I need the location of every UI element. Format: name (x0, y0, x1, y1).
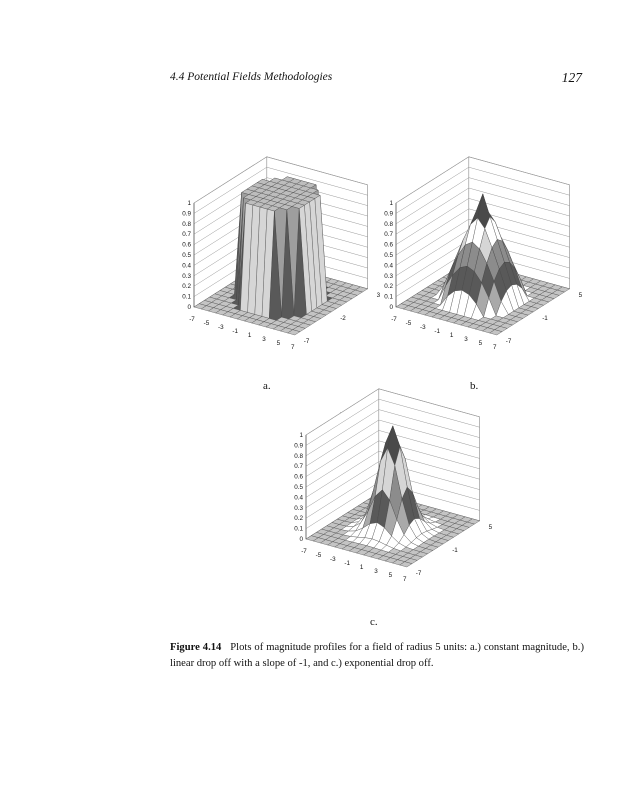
z-tick-label: 0.7 (294, 463, 303, 471)
z-tick-label: 0.3 (182, 272, 191, 280)
x-tick-label: 7 (291, 344, 295, 351)
z-tick-label: 0.8 (182, 220, 191, 228)
surface-plot-exponential (280, 404, 493, 604)
y-tick-label: 3 (376, 291, 381, 299)
z-tick-label: 0.3 (294, 504, 303, 512)
z-tick-label: 1 (299, 432, 303, 439)
x-tick-label: 5 (276, 340, 281, 347)
z-tick-label: 0 (389, 304, 393, 311)
x-tick-label: 3 (464, 336, 468, 343)
z-tick-label: 0.9 (182, 210, 191, 218)
x-tick-label: 7 (403, 576, 407, 583)
z-tick-label: 0.6 (384, 241, 393, 249)
x-tick-label: -3 (329, 556, 336, 563)
x-tick-label: -1 (232, 328, 239, 335)
x-tick-label: -1 (434, 328, 441, 335)
z-tick-label: 0.5 (384, 252, 393, 259)
surface-plot-constant (168, 172, 381, 372)
z-tick-label: 0.1 (294, 525, 303, 533)
x-tick-label: -1 (344, 560, 351, 567)
x-tick-label: -5 (315, 552, 322, 559)
subfigure-label-b: b. (470, 380, 479, 392)
y-tick-label: -7 (303, 338, 310, 345)
x-tick-label: 7 (493, 344, 497, 351)
z-tick-label: 0.4 (384, 262, 393, 270)
x-tick-label: 1 (449, 332, 454, 339)
figure-caption-text: Plots of magnitude profiles for a field of radius 5 units: a.) constant magnitude, b.) linear drop off with a slope of -1, and c.) exponential drop off. (170, 642, 584, 669)
z-tick-label: 0.4 (182, 262, 191, 270)
z-tick-label: 0.2 (384, 283, 393, 291)
x-tick-label: 1 (247, 332, 252, 339)
y-tick-label: -1 (452, 546, 458, 554)
figure-label: Figure 4.14 (170, 642, 222, 653)
x-tick-label: -3 (419, 324, 426, 331)
y-tick-label: 5 (488, 523, 493, 531)
z-tick-label: 0.7 (384, 231, 393, 239)
z-tick-label: 0.8 (294, 452, 303, 460)
x-tick-label: -5 (405, 320, 412, 327)
z-tick-label: 1 (389, 200, 393, 207)
y-tick-label: -7 (415, 570, 422, 577)
z-tick-label: 0.7 (182, 231, 191, 239)
x-tick-label: 3 (374, 568, 378, 575)
z-tick-label: 0.6 (294, 473, 303, 481)
figure-caption (170, 640, 584, 672)
x-tick-label: 5 (478, 340, 483, 347)
surface-plot-linear (370, 172, 583, 372)
z-tick-label: 0.6 (182, 241, 191, 249)
subfigure-label-c: c. (370, 616, 378, 628)
z-tick-label: 0.9 (294, 442, 303, 450)
x-tick-label: -7 (189, 316, 195, 323)
z-tick-label: 0.1 (384, 293, 393, 301)
z-tick-label: 0.2 (182, 283, 191, 291)
z-tick-label: 0.5 (182, 252, 191, 259)
z-tick-label: 0.5 (294, 484, 303, 491)
y-tick-label: -7 (505, 338, 512, 345)
y-tick-label: -2 (340, 314, 346, 322)
page-number: 127 (561, 70, 582, 85)
subfigure-label-a: a. (263, 380, 271, 392)
z-tick-label: 1 (187, 200, 191, 207)
x-tick-label: -5 (203, 320, 210, 327)
z-tick-label: 0 (187, 304, 191, 311)
y-tick-label: 5 (578, 291, 583, 299)
z-tick-label: 0.3 (384, 272, 393, 280)
z-tick-label: 0.1 (182, 293, 191, 301)
z-tick-label: 0.8 (384, 220, 393, 228)
x-tick-label: -7 (301, 548, 307, 555)
x-tick-label: 3 (262, 336, 266, 343)
x-tick-label: 5 (388, 572, 393, 579)
z-tick-label: 0.4 (294, 494, 303, 502)
z-tick-label: 0.9 (384, 210, 393, 218)
z-tick-label: 0 (299, 536, 303, 543)
x-tick-label: -7 (391, 316, 397, 323)
running-header-section: 4.4 Potential Fields Methodologies (170, 71, 333, 83)
y-tick-label: -1 (542, 314, 548, 322)
x-tick-label: -3 (217, 324, 224, 331)
x-tick-label: 1 (359, 564, 364, 571)
z-tick-label: 0.2 (294, 515, 303, 523)
